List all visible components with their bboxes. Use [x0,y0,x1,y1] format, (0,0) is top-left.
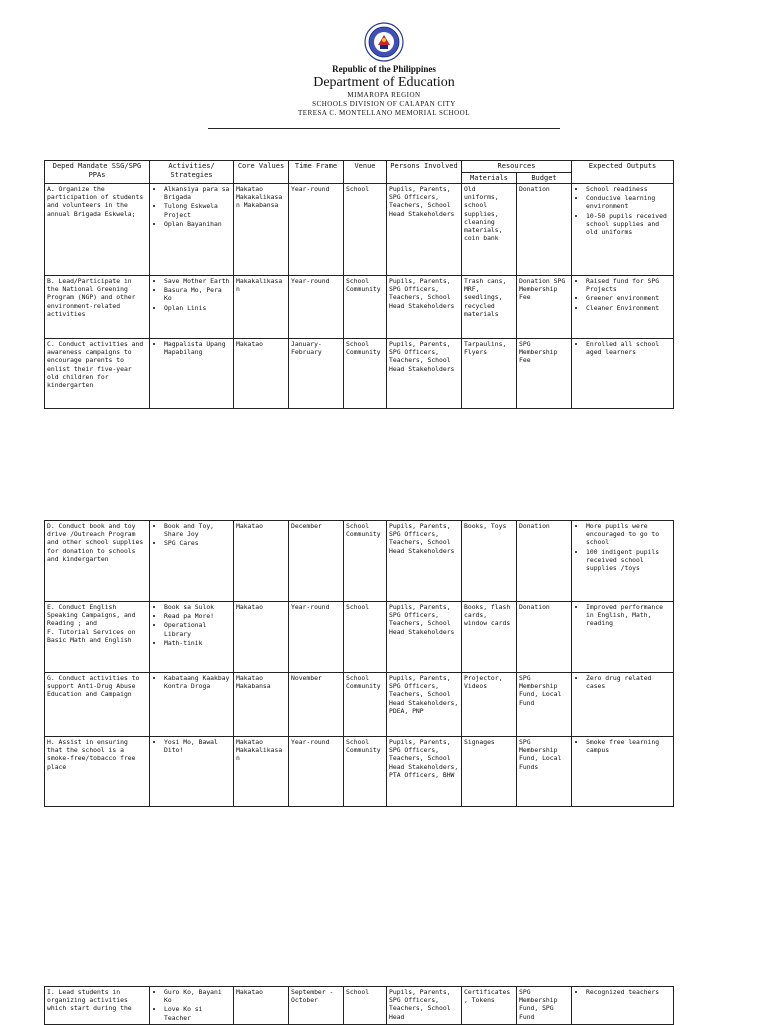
time-cell: Year-round [289,602,344,673]
mandate-cell: H. Assist in ensuring that the school is a smoke-free/tobacco free place [45,737,150,807]
activities-cell [150,737,234,807]
activity-item: • Kabataang Kaakbay Kontra Droga [164,674,231,690]
col-materials-header: Materials [462,172,517,184]
venue-cell: School [344,184,387,276]
mandate-cell: A. Organize the participation of students and volunteers in the annual Brigada Eskwela; [45,184,150,276]
region-line: MIMAROPA REGION [347,91,421,99]
mandate-cell: C. Conduct activities and awareness campaigns to encourage parents to enlist their five-year old children for kindergarten [45,339,150,409]
activity-item: • Book sa Sulok [164,603,231,611]
activity-item: • Basura Mo, Pera Ko [164,286,231,302]
activity-item: • Oplan Bayanihan [164,220,231,228]
col-venue-header: Venue [344,161,387,184]
division-line: SCHOOLS DIVISION OF CALAPAN CITY [312,100,456,108]
activity-item: • SPG Cares [164,539,231,547]
activities-cell [150,276,234,339]
values-cell: Makatao [234,339,289,409]
activity-item: • Operational Library [164,621,231,637]
outputs-cell [572,673,674,737]
outputs-cell [572,602,674,673]
mandate-cell: G. Conduct activities to support Anti-Drug Abuse Education and Campaign [45,673,150,737]
activity-item: • Tulong Eskwela Project [164,202,231,218]
materials-cell: Books, Toys [462,521,517,602]
col-budget-header: Budget [517,172,572,184]
output-item: • More pupils were encouraged to go to school [586,522,671,547]
deped-seal-logo [364,22,404,62]
venue-cell: School Community [344,673,387,737]
outputs-cell [572,339,674,409]
budget-cell: SPG Membership Fee [517,339,572,409]
activity-item: • Alkansiya para sa Brigada [164,185,231,201]
activities-cell [150,602,234,673]
venue-cell: School Community [344,737,387,807]
time-cell: Year-round [289,737,344,807]
outputs-cell [572,521,674,602]
table-row [45,602,674,673]
ppa-table-part-2 [44,520,674,807]
values-cell: Makatao Makakalikasan [234,737,289,807]
output-item: • 100 indigent pupils received school supplies /toys [586,548,671,573]
activity-item: • Guro Ko, Bayani Ko [164,988,231,1004]
time-cell: September - October [289,987,344,1025]
outputs-cell [572,276,674,339]
mandate-cell: I. Lead students in organizing activities which start during the [45,987,150,1025]
output-item: • Zero drug related cases [586,674,671,690]
mandate-cell: B. Lead/Participate in the National Greening Program (NGP) and other environment-related activities [45,276,150,339]
activity-item: • Oplan Linis [164,304,231,312]
col-mandate-header: Deped Mandate SSG/SPG PPAs [45,161,150,184]
activity-item: • Magpalista Upang Mapabilang [164,340,231,356]
output-item: • School readiness [586,185,671,193]
col-outputs-header: Expected Outputs [572,161,674,184]
output-item: • Enrolled all school aged learners [586,340,671,356]
values-cell: Makatao [234,521,289,602]
output-item: • Cleaner Environment [586,304,671,312]
activities-cell [150,339,234,409]
values-cell: Makatao [234,602,289,673]
time-cell: January-February [289,339,344,409]
persons-cell: Pupils, Parents, SPG Officers, Teachers, School Head Stakeholders, PDEA, PNP [387,673,462,737]
materials-cell: Projector, Videos [462,673,517,737]
values-cell: Makakalikasan [234,276,289,339]
col-time-header: Time Frame [289,161,344,184]
activity-item: • Yosi Mo, Bawal Dito! [164,738,231,754]
republic-line: Republic of the Philippines [332,64,436,74]
col-values-header: Core Values [234,161,289,184]
department-name: Department of Education [313,75,455,90]
venue-cell: School Community [344,521,387,602]
col-resources-header: Resources [462,161,572,173]
output-item: • Greener environment [586,294,671,302]
persons-cell: Pupils, Parents, SPG Officers, Teachers, School Head Stakeholders [387,602,462,673]
table-row [45,737,674,807]
budget-cell: SPG Membership Fund, Local Funds [517,737,572,807]
activity-item: • Love Ko si Teacher [164,1005,231,1021]
activity-item: • Book and Toy, Share Joy [164,522,231,538]
values-cell: Makatao Makakalikasan Makabansa [234,184,289,276]
time-cell: December [289,521,344,602]
output-item: • Conducive learning environment [586,194,671,210]
output-item: • Raised fund for SPG Projects [586,277,671,293]
table-header-row [45,161,674,173]
time-cell: Year-round [289,276,344,339]
activity-item: • Math-tinik [164,639,231,647]
activities-cell [150,184,234,276]
budget-cell: SPG Membership Fund, Local Fund [517,673,572,737]
budget-cell: SPG Membership Fund, SPG Fund [517,987,572,1025]
school-line: TERESA C. MONTELLANO MEMORIAL SCHOOL [298,109,470,117]
outputs-cell [572,737,674,807]
materials-cell: Old uniforms, school supplies, cleaning materials, coin bank [462,184,517,276]
activities-cell [150,521,234,602]
mandate-cell: D. Conduct book and toy drive /Outreach Program and other school supplies for donation to schools and kindergarten [45,521,150,602]
materials-cell: Signages [462,737,517,807]
table-row [45,673,674,737]
persons-cell: Pupils, Parents, SPG Officers, Teachers, School Head Stakeholders [387,521,462,602]
activity-item: • Save Mother Earth [164,277,231,285]
budget-cell: Donation SPG Membership Fee [517,276,572,339]
materials-cell: Tarpaulins, Flyers [462,339,517,409]
col-persons-header: Persons Involved [387,161,462,184]
venue-cell: School Community [344,276,387,339]
venue-cell: School [344,987,387,1025]
ppa-table-part-3 [44,986,674,1025]
materials-cell: Certificates, Tokens [462,987,517,1025]
values-cell: Makatao Makabansa [234,673,289,737]
output-item: • 10-50 pupils received school supplies and old uniforms [586,212,671,237]
outputs-cell [572,184,674,276]
table-row [45,184,674,276]
persons-cell: Pupils, Parents, SPG Officers, Teachers, School Head Stakeholders [387,184,462,276]
persons-cell: Pupils, Parents, SPG Officers, Teachers, School Head Stakeholders [387,339,462,409]
col-activities-header: Activities/ Strategies [150,161,234,184]
table-row [45,276,674,339]
budget-cell: Donation [517,521,572,602]
table-row [45,339,674,409]
outputs-cell [572,987,674,1025]
header-divider [208,128,560,129]
activity-item: • Read pa More! [164,612,231,620]
persons-cell: Pupils, Parents, SPG Officers, Teachers, School Head [387,987,462,1025]
venue-cell: School Community [344,339,387,409]
output-item: • Recognized teachers [586,988,671,996]
budget-cell: Donation [517,184,572,276]
table-row [45,987,674,1025]
persons-cell: Pupils, Parents, SPG Officers, Teachers, School Head Stakeholders, PTA Officers, BHW [387,737,462,807]
values-cell: Makatao [234,987,289,1025]
budget-cell: Donation [517,602,572,673]
activities-cell [150,673,234,737]
output-item: • Smoke free learning campus [586,738,671,754]
output-item: • Improved performance in English, Math, reading [586,603,671,628]
table-row [45,521,674,602]
time-cell: November [289,673,344,737]
persons-cell: Pupils, Parents, SPG Officers, Teachers, School Head Stakeholders [387,276,462,339]
venue-cell: School [344,602,387,673]
materials-cell: Trash cans, MRF, seedlings, recycled materials [462,276,517,339]
time-cell: Year-round [289,184,344,276]
ppa-table-part-1 [44,160,674,409]
materials-cell: Books, flash cards, window cards [462,602,517,673]
mandate-cell: E. Conduct English Speaking Campaigns, and Reading ; and F. Tutorial Services on Basic Math and English [45,602,150,673]
activities-cell [150,987,234,1025]
